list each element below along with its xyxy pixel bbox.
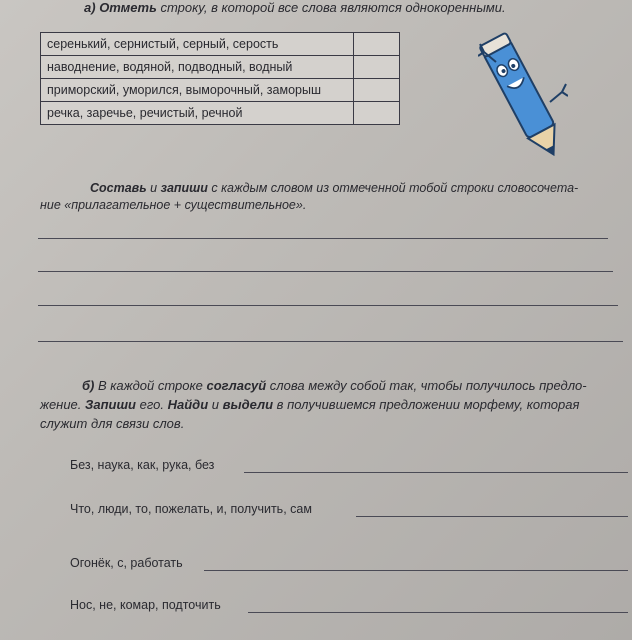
- task-compose-verb2: запиши: [160, 181, 208, 195]
- task-b-verb4: выдели: [222, 397, 274, 412]
- option-text: серенький, сернистый, серный, серость: [41, 33, 354, 56]
- task-b-text3: жение.: [40, 397, 82, 412]
- task-b-line1: [40, 376, 610, 395]
- task-b-instruction: [40, 376, 610, 433]
- option-checkbox[interactable]: [354, 56, 400, 79]
- option-row: [41, 33, 400, 56]
- task-b-text6: в получившемся предложении морфему, которая: [276, 397, 580, 412]
- option-checkbox[interactable]: [354, 33, 400, 56]
- pencil-character-icon: [478, 22, 568, 172]
- task-compose-verb1: Составь: [90, 181, 147, 195]
- task-b-text2: слова между собой так, чтобы получилось предло-: [269, 378, 587, 393]
- task-b-text5: и: [211, 397, 219, 412]
- exercise-prompt: Без, наука, как, рука, без: [70, 458, 215, 472]
- option-row: [41, 79, 400, 102]
- task-b-verb1: согласуй: [206, 378, 267, 393]
- option-row: [41, 102, 400, 125]
- task-a-verb: Отметь: [99, 0, 157, 15]
- exercise-prompt: Нос, не, комар, подточить: [70, 598, 221, 612]
- option-checkbox[interactable]: [354, 79, 400, 102]
- task-b-text4: его.: [139, 397, 164, 412]
- option-row: [41, 56, 400, 79]
- exercise-prompt: Что, люди, то, пожелать, и, получить, сам: [70, 502, 312, 516]
- writing-line[interactable]: [38, 271, 613, 272]
- task-b-verb2: Запиши: [85, 397, 136, 412]
- task-b-text7: служит для связи слов.: [40, 416, 185, 431]
- task-compose-text2: ние «прилагательное + существительное».: [40, 198, 307, 212]
- options-table: [40, 32, 400, 125]
- writing-line[interactable]: [38, 305, 618, 306]
- task-b-verb3: Найди: [167, 397, 209, 412]
- task-compose-instruction: [40, 180, 600, 214]
- task-compose-line1: [40, 180, 600, 197]
- option-checkbox[interactable]: [354, 102, 400, 125]
- answer-line[interactable]: [248, 612, 628, 613]
- answer-line[interactable]: [204, 570, 628, 571]
- answer-line[interactable]: [356, 516, 628, 517]
- option-text: наводнение, водяной, подводный, водный: [41, 56, 354, 79]
- task-b-text1: В каждой строке: [98, 378, 203, 393]
- option-text: приморский, уморился, выморочный, заморыш: [41, 79, 354, 102]
- task-compose-conj: и: [150, 181, 158, 195]
- task-a-heading: [84, 0, 506, 15]
- writing-line[interactable]: [38, 341, 623, 342]
- writing-line[interactable]: [38, 238, 608, 239]
- task-b-line2: [40, 395, 610, 414]
- task-compose-text1: с каждым словом из отмеченной тобой строки словосочета-: [211, 181, 579, 195]
- option-text: речка, заречье, речистый, речной: [41, 102, 354, 125]
- task-a-text: строку, в которой все слова являются однокоренными.: [160, 0, 506, 15]
- task-b-letter: б): [82, 378, 95, 393]
- answer-line[interactable]: [244, 472, 628, 473]
- exercise-prompt: Огонёк, с, работать: [70, 556, 183, 570]
- task-a-letter: а): [84, 0, 96, 15]
